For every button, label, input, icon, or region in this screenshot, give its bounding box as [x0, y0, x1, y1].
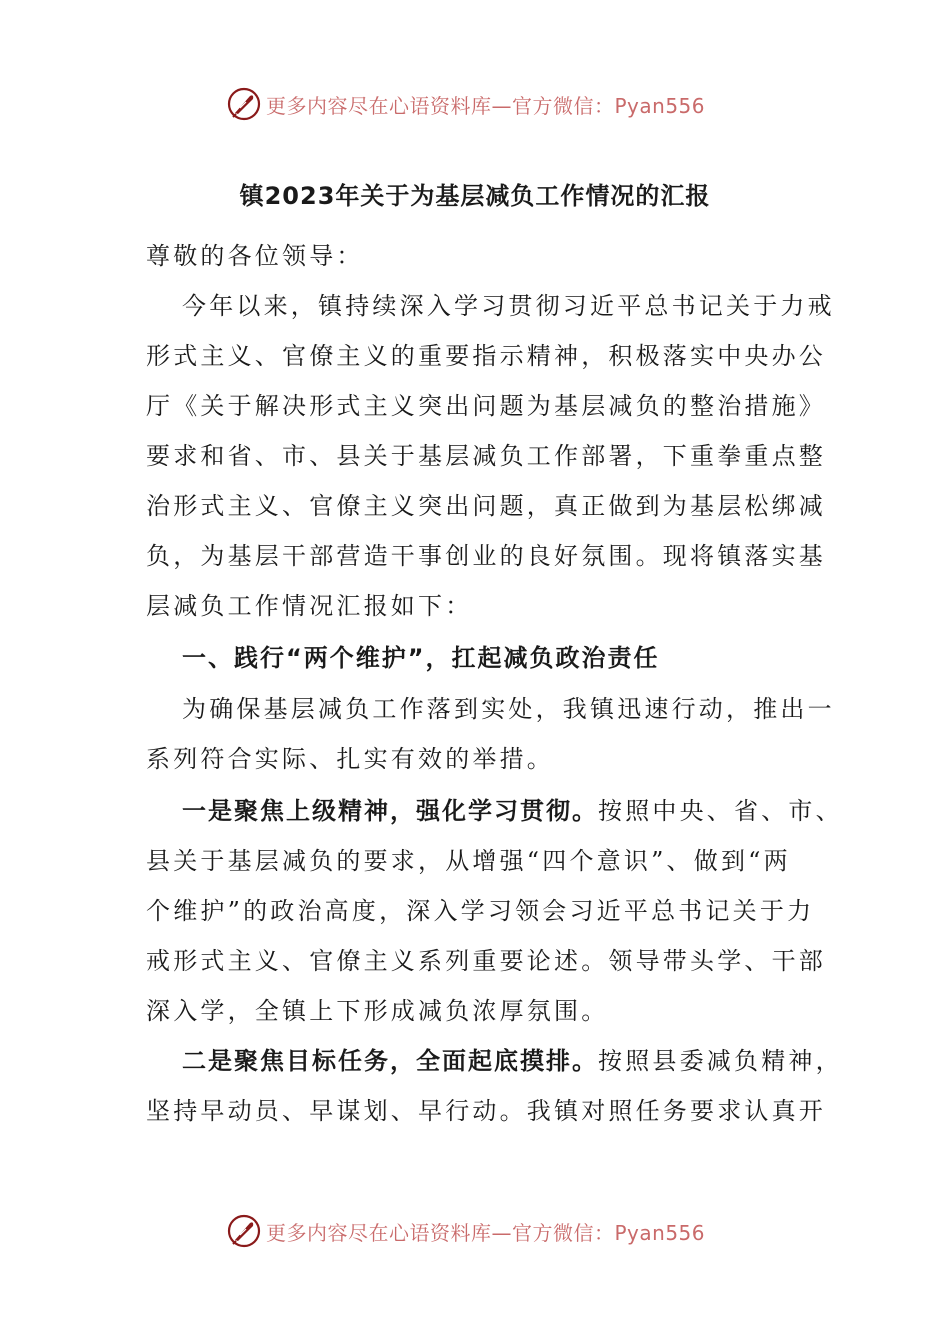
point-paragraph-first-line: [182, 1046, 843, 1076]
intro-line: 形式主义、官僚主义的重要指示精神，积极落实中央办公: [146, 342, 826, 370]
salutation: 尊敬的各位领导：: [146, 242, 364, 270]
intro-line: 厅《关于解决形式主义突出问题为基层减负的整治措施》: [146, 392, 826, 420]
point-text: 按照中央、省、市、: [598, 797, 843, 825]
intro-line: 要求和省、市、县关于基层减负工作部署，下重拳重点整: [146, 442, 826, 470]
point-paragraph-first-line: [182, 796, 843, 826]
point-lead: 一是聚焦上级精神，强化学习贯彻。: [182, 797, 598, 825]
watermark-footer: [226, 1211, 705, 1251]
point-line: 坚持早动员、早谋划、早行动。我镇对照任务要求认真开: [146, 1097, 826, 1125]
point-line: 个维护”的政治高度，深入学习领会习近平总书记关于力: [146, 897, 815, 925]
intro-line: 负，为基层干部营造干事创业的良好氛围。现将镇落实基: [146, 542, 826, 570]
point-lead: 二是聚焦目标任务，全面起底摸排。: [182, 1047, 598, 1075]
document-title: 镇2023年关于为基层减负工作情况的汇报: [239, 182, 711, 210]
point-text: 按照县委减负精神，: [598, 1047, 843, 1075]
watermark-text: 更多内容尽在心语资料库—官方微信：Pyan556: [266, 93, 706, 118]
intro-line: 今年以来，镇持续深入学习贯彻习近平总书记关于力戒: [182, 292, 835, 320]
quill-logo-icon: [226, 1213, 262, 1249]
watermark-header: [226, 84, 705, 124]
watermark-text: 更多内容尽在心语资料库—官方微信：Pyan556: [266, 1220, 706, 1245]
point-line: 深入学，全镇上下形成减负浓厚氛围。: [146, 997, 609, 1025]
point-line: 县关于基层减负的要求，从增强“四个意识”、做到“两: [146, 847, 791, 875]
quill-logo-icon: [226, 86, 262, 122]
section-heading: 一、践行“两个维护”，扛起减负政治责任: [182, 644, 660, 672]
point-line: 戒形式主义、官僚主义系列重要论述。领导带头学、干部: [146, 947, 826, 975]
intro-line: 治形式主义、官僚主义突出问题，真正做到为基层松绑减: [146, 492, 826, 520]
intro-line: 层减负工作情况汇报如下：: [146, 592, 473, 620]
section-intro-line: 为确保基层减负工作落到实处，我镇迅速行动，推出一: [182, 695, 835, 723]
section-intro-line: 系列符合实际、扎实有效的举措。: [146, 745, 554, 773]
